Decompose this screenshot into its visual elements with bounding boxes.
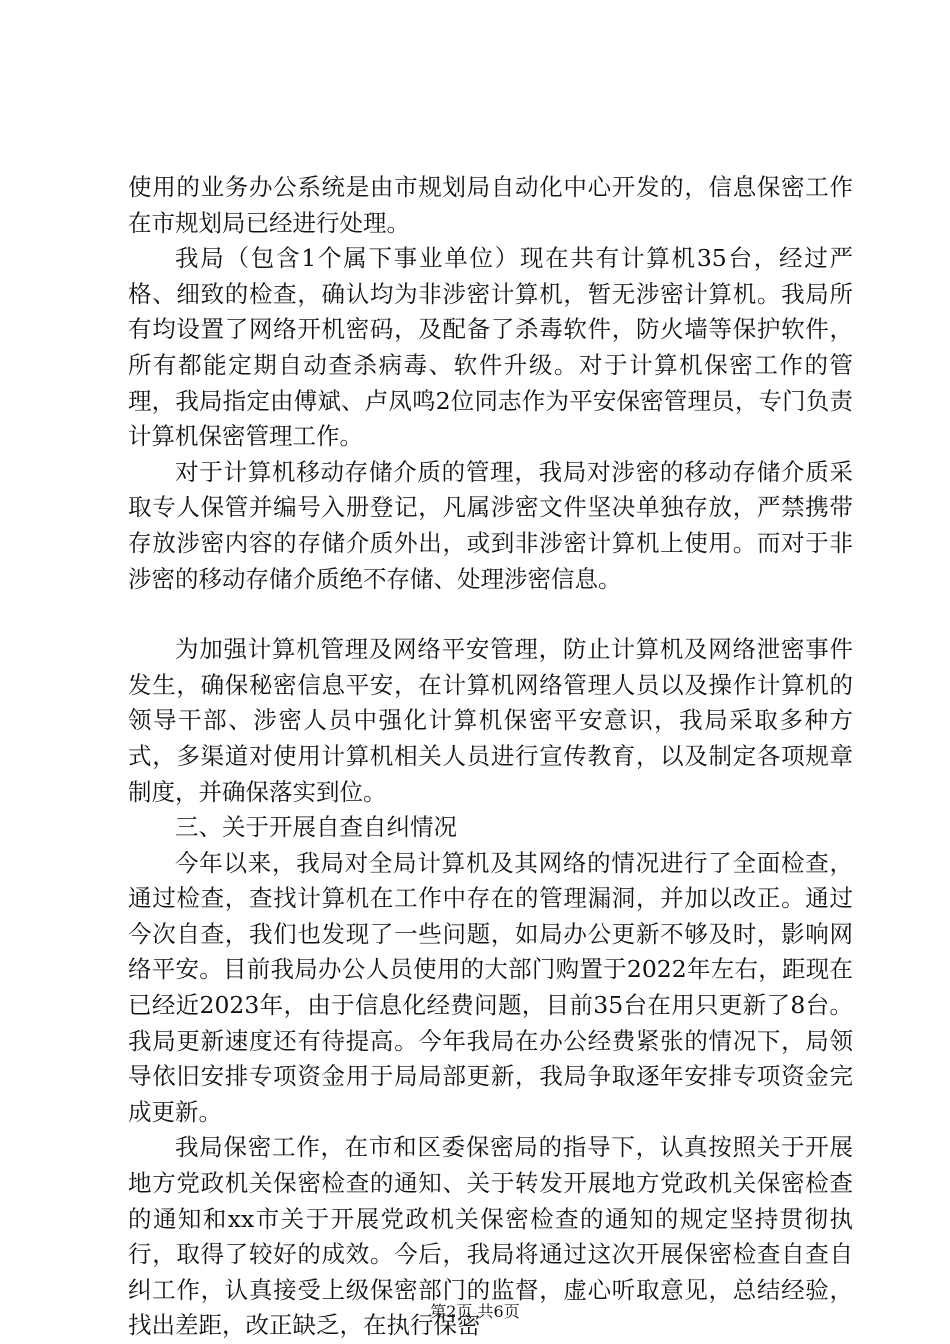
document-body: [128, 170, 853, 1344]
paragraph-conclusion: 我局保密工作，在市和区委保密局的指导下，认真按照关于开展地方党政机关保密检查的通知、关于转发开展地方党政机关保密检查的通知和xx市关于开展党政机关保密检查的通知的规定坚持贯彻执行，取得了较好的成效。今后，我局将通过这次开展保密检查自查自纠工作，认真接受上级保密部门的监督，虚心听取意见，总结经验，找出差距，改正缺乏，在执行保密: [128, 1133, 853, 1340]
paragraph-storage-media: 对于计算机移动存储介质的管理，我局对涉密的移动存储介质采取专人保管并编号入册登记，凡属涉密文件坚决单独存放，严禁携带存放涉密内容的存储介质外出，或到非涉密计算机上使用。而对于非涉密的移动存储介质绝不存储、处理涉密信息。: [128, 457, 853, 593]
paragraph-inspection-findings: 今年以来，我局对全局计算机及其网络的情况进行了全面检查，通过检查，查找计算机在工作中存在的管理漏洞，并加以改正。通过今次自查，我们也发现了一些问题，如局办公更新不够及时，影响网络平安。目前我局办公人员使用的大部门购置于2022年左右，距现在已经近2023年，由于信息化经费问题，目前35台在用只更新了8台。我局更新速度还有待提高。今年我局在办公经费紧张的情况下，局领导依旧安排专项资金用于局局部更新，我局争取逐年安排专项资金完成更新。: [128, 848, 853, 1126]
paragraph-spacer: [128, 597, 853, 632]
paragraph-computer-inventory: 我局（包含1个属下事业单位）现在共有计算机35台，经过严格、细致的检查，确认均为非涉密计算机，暂无涉密计算机。我局所有均设置了网络开机密码，及配备了杀毒软件，防火墙等保护软件，所有都能定期自动查杀病毒、软件升级。对于计算机保密工作的管理，我局指定由傅斌、卢凤鸣2位同志作为平安保密管理员，专门负责计算机保密管理工作。: [128, 244, 853, 451]
paragraph-security-awareness: 为加强计算机管理及网络平安管理，防止计算机及网络泄密事件发生，确保秘密信息平安，在计算机网络管理人员以及操作计算机的领导干部、涉密人员中强化计算机保密平安意识，我局采取多种方式，多渠道对使用计算机相关人员进行宣传教育，以及制定各项规章制度，并确保落实到位。: [128, 635, 853, 806]
section-heading-self-inspection: 三、关于开展自查自纠情况: [175, 813, 457, 842]
page-number-footer: 第2页 共6页: [430, 1302, 520, 1321]
paragraph-continuation: 使用的业务办公系统是由市规划局自动化中心开发的，信息保密工作在市规划局已经进行处理。: [128, 173, 853, 237]
